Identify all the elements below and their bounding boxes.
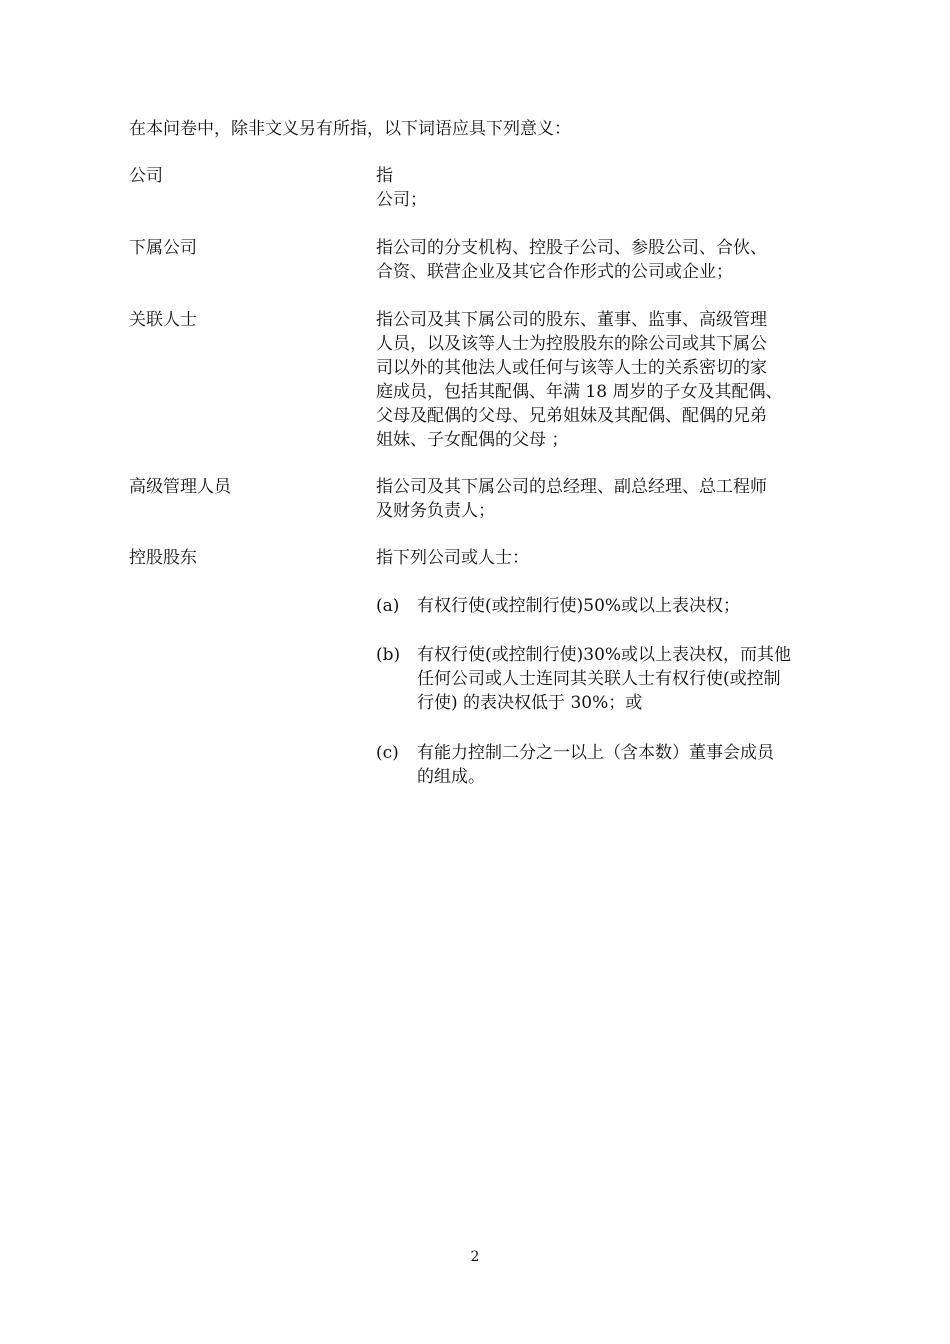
term-subsidiary: 下属公司	[129, 238, 197, 258]
list-item-label: (c)	[376, 743, 399, 763]
definition-line: 公司；	[376, 190, 427, 210]
definition-subsidiary	[376, 236, 863, 284]
definition-line: 庭成员，包括其配偶、年满 18 周岁的子女及其配偶、	[376, 382, 783, 402]
list-item-label: (b)	[376, 645, 401, 665]
definition-line: 司以外的其他法人或任何与该等人士的关系密切的家	[376, 358, 767, 378]
definition-line: 指下列公司或人士：	[376, 548, 529, 568]
list-item-text	[417, 594, 863, 618]
list-item-line: 有权行使(或控制行使)30%或以上表决权，而其他	[417, 645, 792, 665]
term-related-party: 关联人士	[129, 310, 197, 330]
term-controlling-shareholder: 控股股东	[129, 548, 197, 568]
definition-line: 指公司及其下属公司的股东、董事、监事、高级管理	[376, 310, 767, 330]
list-item-line: 行使) 的表决权低于 30%；或	[417, 693, 643, 713]
list-item-text	[417, 643, 863, 715]
list-item-line: 任何公司或人士连同其关联人士有权行使(或控制	[417, 669, 781, 689]
list-item-line: 有权行使(或控制行使)50%或以上表决权；	[417, 596, 741, 616]
definition-controlling-shareholder	[376, 546, 863, 570]
term-senior-management: 高级管理人员	[129, 477, 231, 497]
definition-line: 人员，以及该等人士为控股股东的除公司或其下属公	[376, 334, 767, 354]
definition-line: 及财务负责人；	[376, 501, 495, 521]
definition-line: 指公司的分支机构、控股子公司、参股公司、合伙、	[376, 238, 767, 258]
intro-paragraph: 在本问卷中，除非文义另有所指，以下词语应具下列意义：	[129, 119, 571, 139]
list-item-label: (a)	[376, 596, 400, 616]
list-item-text	[417, 741, 863, 789]
definition-company	[376, 164, 863, 212]
list-item-line: 有能力控制二分之一以上（含本数）董事会成员	[417, 743, 774, 763]
definition-line: 父母及配偶的父母、兄弟姐妹及其配偶、配偶的兄弟	[376, 406, 767, 426]
definition-line: 合资、联营企业及其它合作形式的公司或企业；	[376, 262, 733, 282]
definition-line: 指	[376, 166, 393, 186]
definition-senior-management	[376, 475, 863, 523]
definition-related-party	[376, 308, 863, 452]
list-item-line: 的组成。	[417, 767, 485, 787]
definition-line: 姐妹、子女配偶的父母 ；	[376, 430, 569, 450]
page-number: 2	[470, 1249, 480, 1265]
definition-line: 指公司及其下属公司的总经理、副总经理、总工程师	[376, 477, 767, 497]
term-company: 公司	[129, 166, 163, 186]
